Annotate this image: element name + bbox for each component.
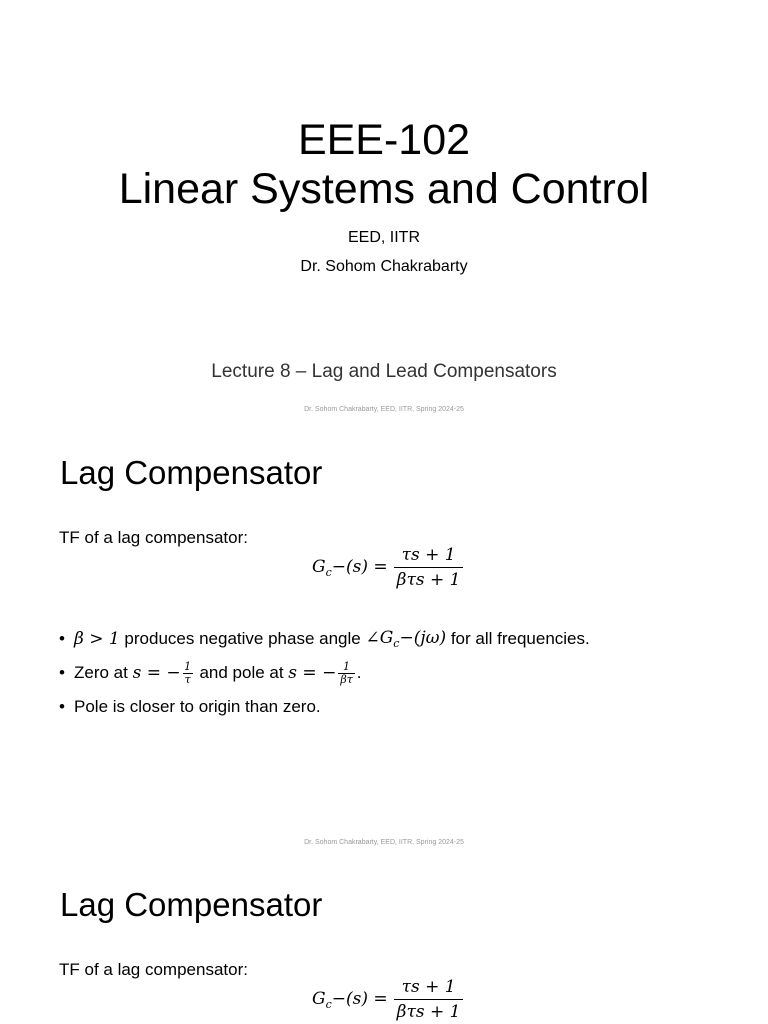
slide-footer: Dr. Sohom Chakrabarty, EED, IITR, Spring 2024-25	[304, 839, 464, 846]
lag-compensator-slide	[0, 430, 768, 862]
intro-text: TF of a lag compensator:	[59, 960, 248, 979]
slide-footer: Dr. Sohom Chakrabarty, EED, IITR, Spring 2024-25	[304, 406, 464, 413]
title-slide	[0, 0, 768, 430]
list-item: • β > 1 produces negative phase angle $\angle G_c-(j\omega)$ for all frequencies.	[59, 622, 590, 656]
slide-heading: Lag Compensator	[60, 454, 323, 491]
lecture-title: Lecture 8 – Lag and Lead Compensators	[211, 361, 557, 382]
property-list	[59, 622, 590, 724]
fraction: $\frac{1}{\tau}$	[184, 659, 192, 686]
transfer-function-equation	[312, 545, 463, 590]
transfer-function-equation	[312, 977, 463, 1022]
course-code: EEE-102	[297, 116, 471, 164]
slide-heading: Lag Compensator	[60, 886, 323, 923]
eq-denominator: βτs + 1	[394, 567, 464, 590]
instructor-name: Dr. Sohom Chakrabarty	[300, 258, 468, 275]
fraction: $\frac{1}{\beta\tau}$	[340, 659, 353, 686]
eq-lhs: $G_c-(s)$ =	[312, 556, 388, 579]
eq-denominator: βτs + 1	[394, 999, 464, 1022]
eq-lhs: $G_c-(s)$ =	[312, 988, 388, 1011]
list-item: • Zero at s = − $\frac{1}{\tau}$ and pole at s = − $\frac{1}{\beta\tau}$ .	[59, 656, 590, 690]
eq-fraction	[394, 545, 464, 590]
lag-compensator-slide-2	[0, 862, 768, 1024]
department: EED, IITR	[347, 229, 420, 246]
course-title: Linear Systems and Control	[118, 165, 650, 213]
course-title-block	[0, 116, 768, 214]
intro-text: TF of a lag compensator:	[59, 528, 248, 547]
eq-fraction	[394, 977, 464, 1022]
eq-numerator: τs + 1	[401, 977, 456, 997]
list-item: • Pole is closer to origin than zero.	[59, 690, 590, 724]
eq-numerator: τs + 1	[401, 545, 456, 565]
